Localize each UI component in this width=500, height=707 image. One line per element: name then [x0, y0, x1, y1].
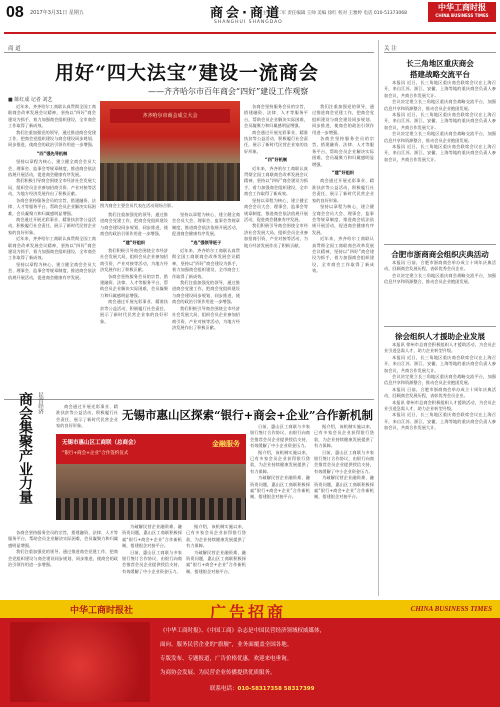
photo-banner: 齐齐哈尔市商会成立大会	[110, 109, 230, 123]
paragraph: 坚持以章程为核心，建立健全商会会员大会、理事会、监事会等规章制度，推进商会依法依规开展活动，促进商会健康有序发展。	[172, 212, 240, 237]
right-column-1	[384, 80, 496, 240]
tel-number: 010-58317358 58317399	[237, 686, 315, 692]
header-rule	[4, 32, 496, 34]
right-headline-3: 徐会组织人才援助企业发展	[395, 332, 485, 341]
article-column-1	[8, 104, 96, 394]
banner-right: 金融服务	[212, 440, 240, 448]
divider	[384, 326, 496, 327]
column-divider	[378, 40, 379, 596]
ad-title: 广告招商	[210, 603, 287, 622]
paragraph: 各商会坚持服务会员的宗旨，搭建融资、法律、人才等服务平台，帮助会员企业解决实际困难，会员凝聚力和归属感明显增强。	[244, 104, 308, 129]
main-subhead: ——齐齐哈尔市百年商会“四好”建设工作观察	[148, 87, 309, 96]
paragraph: 本报讯 日前，合肥市浙商商会举办成立十周年庆典活动，回顾商会发展历程，表彰优秀会员企业。	[384, 386, 496, 399]
subhead: “选”强领导班子	[190, 239, 222, 245]
signing-photo	[56, 464, 246, 520]
issue-date: 2017年3月31日 星期五	[30, 10, 84, 16]
editor-info: 主编 冯仁军 责任编辑 王帅 美编 徐红 校对 王雅婷 电话 010-51373068	[262, 11, 407, 16]
paragraph: 本报讯 日前，合肥市浙商商会举办成立十周年庆典活动，回顾商会发展历程，表彰优秀会员企业。	[384, 260, 496, 272]
event-photo	[100, 101, 240, 201]
brand-name: 中华工商时报	[438, 3, 486, 12]
banner-line-2: “银行+商会+企业”合作签约仪式	[62, 451, 129, 456]
ad-line: 专版发布、专题报道，广告价格优惠，欢迎来电垂询。	[160, 656, 293, 662]
divider	[4, 52, 374, 53]
paragraph: 会议决定建立长三角地区重庆商会战略交流平台，加强信息共享和资源整合，推动会员企业抱团发展。	[384, 374, 496, 386]
paragraph: 日前，惠山区工商联与多家银行签订合作协议，由银行向商会推荐会员企业提供授信支持，有效缓解了中小企业资金压力。	[314, 449, 374, 474]
paragraph: 我们积极引导商会围绕全市经济社会发展大局，组织会员企业参加招商引资、产业对接等活动，为地方经济发展作出了积极贡献。	[244, 223, 308, 248]
paragraph: 我们注重加强党的领导，通过推进商会党建工作，把商会党组织建设与商会建设同步规划、同步推进，使商会的政治引领作用进一步增强。	[172, 280, 240, 305]
paragraph: 我们注重加强党的领导，通过推进商会党建工作，把商会党组织建设与商会建设同步规划、同步推进，使商会的政治引领作用进一步增强。	[8, 129, 96, 148]
right-headline-2: 合肥市浙商商会组织庆典活动	[391, 250, 489, 259]
ad-line: 《中华工商时报》、《中国工商》杂志是中国民营经济领域权威媒体，	[160, 628, 326, 634]
ad-contact	[210, 684, 500, 692]
article2-column-3	[250, 424, 310, 594]
brand-sub: CHINA BUSINESS TIMES	[435, 13, 489, 18]
brand-logo	[428, 2, 496, 22]
audience-image	[56, 498, 246, 520]
ad-strip	[0, 600, 500, 622]
paragraph: 坚持以章程为核心，建立健全商会会员大会、理事会、监事会等规章制度，推进商会依法依规开展活动，促进商会健康有序发展。	[312, 204, 374, 235]
ad-line: 面向、服务民营企业的“旗舰”，业务面覆盖全国各地。	[160, 642, 293, 648]
right-headline-1: 长三角地区重庆商会 搭建战略交流平台	[406, 59, 474, 79]
paragraph: 我们注重加强党的领导，通过推进商会党建工作，把商会党组织建设与商会建设同步规划、同步推进，使商会的政治引领作用进一步增强。	[312, 104, 374, 135]
page-header	[0, 0, 500, 34]
paragraph: 据介绍，该机制实施以来，已有多家会员企业获得银行贷款，为企业持续健康发展提供了有力保障。	[186, 524, 246, 549]
china-map-image	[10, 622, 150, 702]
paragraph: 本报讯 徐州市总商会积极组织人才援助活动，为会员企业引进急需人才，助力企业转型升级。	[384, 342, 496, 354]
paragraph: 为破解民营企业融资难、融资贵问题，惠山区工商联积极探索“银行+商会+企业”合作新机制，搭建银企对接平台。	[314, 475, 374, 500]
paragraph: 据介绍，该机制实施以来，已有多家会员企业获得银行贷款，为企业持续健康发展提供了有力保障。	[250, 449, 310, 474]
paragraph: 商会通过开展光彩事业、精准扶贫等公益活动，积极履行社会责任，展示了新时代民营企业家的良好形象。	[312, 178, 374, 203]
article-column-7	[56, 404, 118, 432]
paragraph: 本报讯 近日，长三角地区重庆商会联席会议在上海召开，来自江苏、浙江、安徽、上海等地的重庆商会负责人参加会议，共商合作发展大计。	[384, 354, 496, 373]
paragraph: 近年来，齐齐哈尔工商联认真贯彻全国工商联商会改革发展会议精神，坚持以“四好”商会建设为抓手，着力加强商会组织建设，全市商会工作取得了新成效。	[8, 104, 96, 129]
subhead: “四”好机制	[264, 157, 288, 163]
article-column-4	[244, 104, 308, 397]
tel-label: 联系电话：	[210, 686, 238, 692]
right-column-2	[384, 260, 496, 322]
article-column-2	[100, 212, 168, 397]
byline: ■ 陈红成 记者 刘艺	[8, 97, 53, 103]
paragraph: 近年来，齐齐哈尔工商联认真贯彻全国工商联商会改革发展会议精神，坚持以“四好”商会建设为抓手，着力加强商会组织建设，全市商会工作取得了新成效。	[8, 236, 96, 261]
paragraph: 各商会坚持服务会员的宗旨，搭建融资、法律、人才等服务平台，帮助会员企业解决实际困难，会员凝聚力和归属感明显增强。	[100, 273, 168, 298]
subhead: “四”强先导机制	[36, 150, 68, 156]
right-section-tag: 关 注	[384, 46, 397, 52]
article2-banner	[56, 434, 246, 464]
paragraph: 据介绍，该机制实施以来，已有多家会员企业获得银行贷款，为企业持续健康发展提供了有力保障。	[314, 424, 374, 449]
paragraph: 各商会坚持服务会员的宗旨，搭建融资、法律、人才等服务平台，帮助会员企业解决实际困难，会员凝聚力和归属感明显增强。	[312, 136, 374, 167]
article2-headline: 无锡市惠山区探索“银行+商会+企业”合作新机制	[122, 408, 373, 422]
paragraph: 日前，惠山区工商联与多家银行签订合作协议，由银行向商会推荐会员企业提供授信支持，有效缓解了中小企业资金压力。	[250, 424, 310, 449]
subhead: “建”好组织	[122, 239, 146, 245]
paragraph: 我们积极引导商会围绕全市经济社会发展大局，组织会员企业参加招商引资、产业对接等活动，为地方经济发展作出了积极贡献。	[100, 248, 168, 273]
photo-caption: 图为商会主要会员代表在活动现场合影。	[100, 203, 176, 208]
paragraph: 坚持以章程为核心，建立健全商会会员大会、理事会、监事会等规章制度，推进商会依法依规开展活动，促进商会健康有序发展。	[8, 159, 96, 178]
vertical-headline: 商会集聚产业力量	[17, 392, 33, 504]
paragraph: 本报讯 徐州市总商会积极组织人才援助活动，为会员企业引进急需人才，助力企业转型升级。	[384, 399, 496, 412]
article-column-5	[312, 104, 374, 397]
article-column-8	[8, 530, 118, 594]
paragraph: 为破解民营企业融资难、融资贵问题，惠山区工商联积极探索“银行+商会+企业”合作新机制，搭建银企对接平台。	[122, 524, 182, 549]
paragraph: 近年来，齐齐哈尔工商联认真贯彻全国工商联商会改革发展会议精神，坚持以“四好”商会建设为抓手，着力加强商会组织建设，全市商会工作取得了新成效。	[312, 236, 374, 274]
paragraph: 为破解民营企业融资难、融资贵问题，惠山区工商联积极探索“银行+商会+企业”合作新机制，搭建银企对接平台。	[186, 549, 246, 574]
paragraph: 坚持以章程为核心，建立健全商会会员大会、理事会、监事会等规章制度，推进商会依法依规开展活动，促进商会健康有序发展。	[244, 197, 308, 222]
banner-line-1: 无锡市惠山区工商联（总商会）	[62, 440, 140, 446]
paragraph: 我们积极引导商会围绕全市经济社会发展大局，组织会员企业参加招商引资、产业对接等活动，为地方经济发展作出了积极贡献。	[8, 178, 96, 197]
ad-title-en: CHINA BUSINESS TIMES	[410, 605, 492, 613]
article2-column-1	[122, 524, 182, 594]
main-headline: 用好“四大法宝”建设一流商会	[55, 62, 319, 84]
paragraph: 商会通过开展光彩事业、精准扶贫等公益活动，积极履行社会责任，展示了新时代民营企业家的良好形象。	[244, 129, 308, 154]
article2-column-4	[314, 424, 374, 594]
vertical-kicker: 民营经济	[37, 392, 43, 414]
paragraph: 我们注重加强党的领导，通过推进商会党建工作，把商会党组织建设与商会建设同步规划、同步推进，使商会的政治引领作用进一步增强。	[8, 549, 118, 568]
ad-line: 为商协会发展、为民营企业传播提供优质服务。	[160, 670, 276, 676]
paragraph: 会议决定建立长三角地区重庆商会战略交流平台，加强信息共享和资源整合，推动会员企业抱团发展。	[384, 99, 496, 111]
paragraph: 商会通过开展光彩事业、精准扶贫等公益活动，积极履行社会责任，展示了新时代民营企业家的良好形象。	[8, 216, 96, 235]
paragraph: 近年来，齐齐哈尔工商联认真贯彻全国工商联商会改革发展会议精神，坚持以“四好”商会建设为抓手，着力加强商会组织建设，全市商会工作取得了新成效。	[244, 165, 308, 197]
crowd-image	[100, 163, 240, 201]
divider	[384, 244, 496, 245]
page-number: 08	[6, 4, 24, 21]
paragraph: 会议决定建立长三角地区重庆商会战略交流平台，加强信息共享和资源整合，推动会员企业抱团发展。	[384, 272, 496, 285]
paragraph: 本报讯 近日，长三角地区重庆商会联席会议在上海召开，来自江苏、浙江、安徽、上海等地的重庆商会负责人参加会议，共商合作发展大计。	[384, 112, 496, 130]
divider	[4, 399, 374, 400]
paragraph: 各商会坚持服务会员的宗旨，搭建融资、法律、人才等服务平台，帮助会员企业解决实际困难，会员凝聚力和归属感明显增强。	[8, 530, 118, 548]
right-column-3	[384, 342, 496, 594]
paragraph: 商会通过开展光彩事业、精准扶贫等公益活动，积极履行社会责任，展示了新时代民营企业家的良好形象。	[100, 299, 168, 324]
paragraph: 商会通过开展光彩事业、精准扶贫等公益活动，积极履行社会责任，展示了新时代民营企业家的良好形象。	[56, 404, 118, 429]
paragraph: 各商会坚持服务会员的宗旨，搭建融资、法律、人才等服务平台，帮助会员企业解决实际困难，会员凝聚力和归属感明显增强。	[8, 197, 96, 216]
paragraph: 坚持以章程为核心，建立健全商会会员大会、理事会、监事会等规章制度，推进商会依法依规开展活动，促进商会健康有序发展。	[8, 261, 96, 280]
paragraph: 本报讯 近日，长三角地区重庆商会联席会议在上海召开，来自江苏、浙江、安徽、上海等地的重庆商会负责人参加会议，共商合作发展大计。	[384, 80, 496, 98]
paragraph: 近年来，齐齐哈尔工商联认真贯彻全国工商联商会改革发展会议精神，坚持以“四好”商会建设为抓手，着力加强商会组织建设，全市商会工作取得了新成效。	[172, 248, 240, 279]
ad-banner	[0, 600, 500, 707]
paragraph: 本报讯 近日，长三角地区重庆商会联席会议在上海召开，来自江苏、浙江、安徽、上海等地的重庆商会负责人参加会议，共商合作发展大计。	[384, 144, 496, 162]
divider	[384, 52, 496, 53]
subhead: “建”好组织	[331, 170, 355, 176]
paragraph: 我们积极引导商会围绕全市经济社会发展大局，组织会员企业参加招商引资、产业对接等活动，为地方经济发展作出了积极贡献。	[172, 305, 240, 330]
paragraph: 为破解民营企业融资难、融资贵问题，惠山区工商联积极探索“银行+商会+企业”合作新机制，搭建银企对接平台。	[250, 475, 310, 500]
paragraph: 我们注重加强党的领导，通过推进商会党建工作，把商会党组织建设与商会建设同步规划、同步推进，使商会的政治引领作用进一步增强。	[100, 212, 168, 237]
article-column-3	[172, 212, 240, 397]
section-title-en: SHANGHUI SHANGDAO	[214, 20, 283, 25]
paragraph: 本报讯 近日，长三角地区重庆商会联席会议在上海召开，来自江苏、浙江、安徽、上海等地的重庆商会负责人参加会议，共商合作发展大计。	[384, 412, 496, 431]
section-title: 商会·商道	[210, 6, 282, 21]
article2-column-2	[186, 524, 246, 594]
paragraph: 会议决定建立长三角地区重庆商会战略交流平台，加强信息共享和资源整合，推动会员企业抱团发展。	[384, 131, 496, 143]
paragraph: 日前，惠山区工商联与多家银行签订合作协议，由银行向商会推荐会员企业提供授信支持，有效缓解了中小企业资金压力。	[122, 549, 182, 574]
section-tag: 商 道	[8, 46, 21, 52]
ad-logo: 中华工商时报社	[70, 606, 134, 616]
